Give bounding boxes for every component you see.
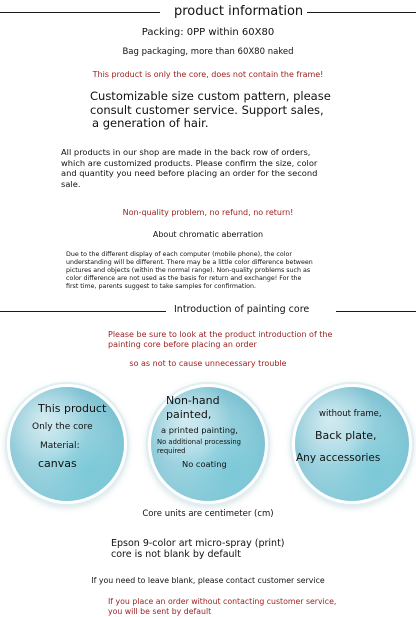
chromatic-line-4: color difference are not used as the basis for return and exchange! For the	[66, 275, 302, 282]
core-only-notice: This product is only the core, does not contain the frame!	[92, 70, 324, 79]
header2-rule-right	[336, 311, 416, 312]
final-notice-text	[108, 597, 336, 616]
chromatic-title: About chromatic aberration	[152, 230, 264, 239]
intro-notice-line-2: painting core before placing an order	[108, 340, 257, 349]
epson-line-1: Epson 9-color art micro-spray (print)	[111, 538, 285, 549]
circle-core-material	[10, 387, 124, 501]
circle-right-line-3: Any accessories	[296, 452, 381, 464]
made-to-order-line-2: which are customized products. Please confirm the size, color	[61, 157, 318, 168]
chromatic-line-1: Due to the different display of each computer (mobile phone), the color	[66, 251, 292, 258]
custom-size-line-1: Customizable size custom pattern, please	[90, 89, 331, 103]
section-title-painting-core: Introduction of painting core	[170, 304, 313, 316]
circle-no-accessories	[295, 387, 409, 501]
final-notice-line-2: you will be sent by default	[108, 606, 212, 616]
blank-note: If you need to leave blank, please contact customer service	[91, 576, 325, 585]
circle-mid-line-2: painted,	[166, 408, 212, 421]
circle-left-line-4: canvas	[38, 457, 77, 470]
header-rule-right	[295, 12, 416, 13]
epson-line-2: core is not blank by default	[111, 549, 241, 560]
circle-left-line-2: Only the core	[32, 422, 93, 432]
intro-notice-line-1: Please be sure to look at the product introduction of the	[108, 330, 333, 339]
made-to-order-text	[61, 147, 317, 189]
made-to-order-line-4: sale.	[61, 178, 81, 189]
units-note: Core units are centimeter (cm)	[142, 509, 274, 519]
intro-notice-line-3: so as not to cause unnecessary trouble	[129, 359, 287, 368]
header2-rule-left	[0, 311, 166, 312]
custom-size-line-3: a generation of hair.	[92, 116, 209, 130]
made-to-order-line-1: All products in our shop are made in the back row of orders,	[61, 147, 311, 157]
circle-mid-line-5: required	[157, 447, 186, 455]
circle-mid-line-6: No coating	[182, 459, 227, 469]
made-to-order-line-3: and quantity you need before placing an order for the second	[61, 168, 318, 178]
circle-right-line-1: without frame,	[319, 409, 382, 419]
circle-mid-line-1: Non-hand	[166, 394, 220, 407]
custom-size-line-2: consult customer service. Support sales,	[90, 102, 324, 117]
circle-mid-line-4: No additional processing	[157, 438, 241, 446]
circle-left-line-3: Material:	[40, 441, 80, 451]
no-refund-notice: Non-quality problem, no refund, no return!	[122, 208, 294, 217]
circle-right-line-2: Back plate,	[315, 429, 377, 442]
section-title-product-information: product information	[170, 4, 307, 19]
header-rule-left	[0, 12, 160, 13]
intro-notice-text	[108, 330, 332, 350]
chromatic-line-2: understanding will be different. There may be a little color difference between	[66, 259, 313, 266]
epson-text	[111, 538, 285, 560]
chromatic-line-3: pictures and objects (within the normal range). Non-quality problems such as	[66, 267, 311, 274]
circle-left-line-1: This product	[38, 402, 107, 415]
packing-line-1: Packing: 0PP within 60X80	[141, 27, 275, 38]
custom-size-text	[90, 90, 331, 131]
circle-mid-line-3: a printed painting,	[161, 425, 238, 435]
chromatic-text	[66, 251, 313, 291]
circle-printed-painting	[151, 387, 265, 501]
final-notice-line-1: If you place an order without contacting customer service,	[108, 597, 337, 606]
packing-line-2: Bag packaging, more than 60X80 naked	[122, 47, 294, 57]
chromatic-line-5: first time, parents suggest to take samples for confirmation.	[66, 283, 256, 290]
